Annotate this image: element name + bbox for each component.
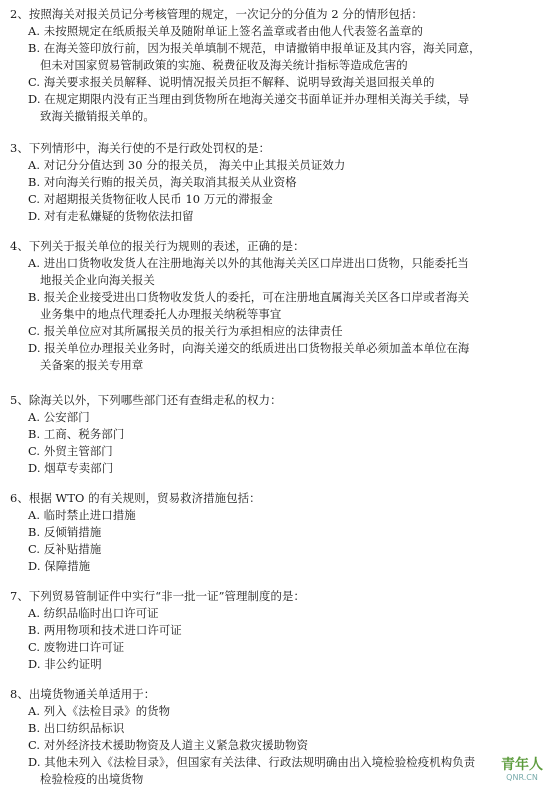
question-stem: 2、按照海关对报关员记分考核管理的规定，一次记分的分值为 2 分的情形包括： bbox=[10, 7, 423, 21]
option-c: C. 反补贴措施 bbox=[28, 542, 102, 556]
option-d: D. 报关单位办理报关业务时，向海关递交的纸质进出口货物报关单必须加盖本单位在海 bbox=[28, 341, 470, 355]
option-d-continued: 检验检疫的出境货物 bbox=[40, 772, 144, 786]
option-c: C. 外贸主管部门 bbox=[28, 444, 113, 458]
option-b: B. 工商、税务部门 bbox=[28, 427, 125, 441]
option-b: B. 在海关签印放行前，因为报关单填制不规范，申请撤销申报单证及其内容，海关同意， bbox=[28, 41, 481, 55]
question-stem: 7、下列贸易管制证件中实行“非一批一证”管理制度的是： bbox=[10, 589, 305, 603]
option-b: B. 反倾销措施 bbox=[28, 525, 102, 539]
question-7 bbox=[10, 588, 558, 673]
question-3 bbox=[10, 140, 558, 225]
option-b-continued: 业务集中的地点代理委托人办理报关纳税等事宜 bbox=[40, 307, 282, 321]
option-a: A. 公安部门 bbox=[28, 410, 90, 424]
watermark-url: QNR.CN bbox=[506, 773, 538, 782]
option-a: A. 临时禁止进口措施 bbox=[28, 508, 136, 522]
watermark-name: 青年人 bbox=[501, 757, 543, 773]
question-6 bbox=[10, 490, 558, 575]
option-d: D. 在规定期限内没有正当理由到货物所在地海关递交书面单证并办理相关海关手续，导 bbox=[28, 92, 470, 106]
option-d: D. 非公约证明 bbox=[28, 657, 102, 671]
option-c: C. 海关要求报关员解释、说明情况报关员拒不解释、说明导致海关退回报关单的 bbox=[28, 75, 435, 89]
option-d-continued: 致海关撤销报关单的。 bbox=[40, 109, 155, 123]
option-b: B. 两用物项和技术进口许可证 bbox=[28, 623, 182, 637]
option-d: D. 烟草专卖部门 bbox=[28, 461, 114, 475]
option-b: B. 对向海关行贿的报关员，海关取消其报关从业资格 bbox=[28, 175, 297, 189]
question-8 bbox=[10, 686, 558, 788]
option-a: A. 列入《法检目录》的货物 bbox=[28, 704, 171, 718]
option-c: C. 废物进口许可证 bbox=[28, 640, 125, 654]
option-d: D. 其他未列入《法检目录》，但国家有关法律、行政法规明确由出入境检验检疫机构负责 bbox=[28, 755, 476, 769]
question-stem: 5、除海关以外，下列哪些部门还有查缉走私的权力： bbox=[10, 393, 282, 407]
site-watermark bbox=[490, 757, 554, 787]
option-a: A. 进出口货物收发货人在注册地海关以外的其他海关关区口岸进出口货物，只能委托当 bbox=[28, 256, 469, 270]
option-a: A. 未按照规定在纸质报关单及随附单证上签名盖章或者由他人代表签名盖章的 bbox=[28, 24, 423, 38]
option-d-continued: 关备案的报关专用章 bbox=[40, 358, 144, 372]
option-d: D. 对有走私嫌疑的货物依法扣留 bbox=[28, 209, 194, 223]
option-c: C. 对外经济技术援助物资及人道主义紧急救灾援助物资 bbox=[28, 738, 309, 752]
option-c: C. 对超期报关货物征收人民币 10 万元的滞报金 bbox=[28, 192, 273, 206]
option-b: B. 出口纺织品标识 bbox=[28, 721, 125, 735]
question-5 bbox=[10, 392, 558, 477]
option-b-continued: 但未对国家贸易管制政策的实施、税费征收及海关统计指标等造成危害的 bbox=[40, 58, 408, 72]
question-stem: 3、下列情形中，海关行使的不是行政处罚权的是： bbox=[10, 141, 271, 155]
question-stem: 4、下列关于报关单位的报关行为规则的表述，正确的是： bbox=[10, 239, 305, 253]
option-b: B. 报关企业接受进出口货物收发货人的委托，可在注册地直属海关关区各口岸或者海关 bbox=[28, 290, 470, 304]
question-stem: 6、根据 WTO 的有关规则，贸易救济措施包括： bbox=[10, 491, 261, 505]
option-a: A. 对记分分值达到 30 分的报关员， 海关中止其报关员证效力 bbox=[28, 158, 346, 172]
option-d: D. 保障措施 bbox=[28, 559, 91, 573]
question-stem: 8、出境货物通关单适用于： bbox=[10, 687, 156, 701]
option-a: A. 纺织品临时出口许可证 bbox=[28, 606, 159, 620]
question-4 bbox=[10, 238, 558, 374]
option-c: C. 报关单位应对其所属报关员的报关行为承担相应的法律责任 bbox=[28, 324, 343, 338]
question-2 bbox=[10, 6, 558, 125]
option-a-continued: 地报关企业向海关报关 bbox=[40, 273, 155, 287]
